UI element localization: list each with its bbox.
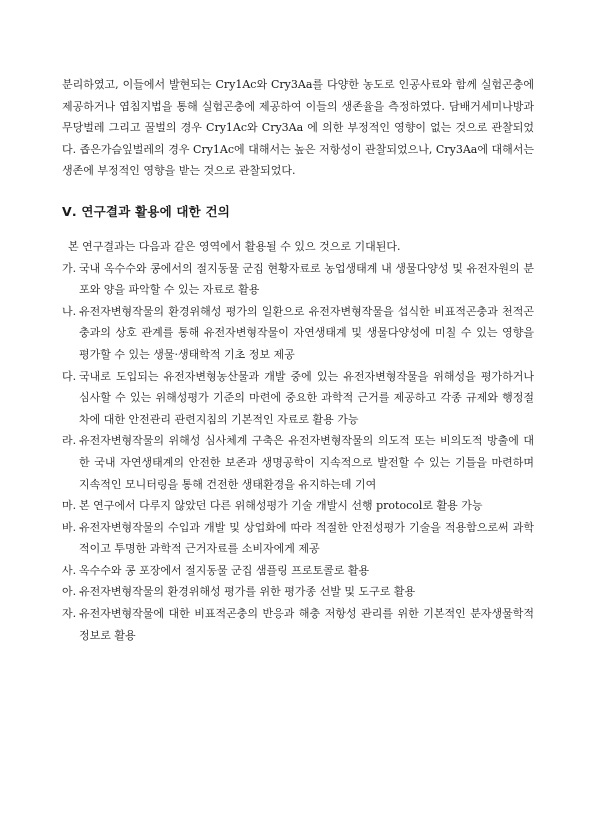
list-item bbox=[62, 603, 534, 646]
list-item bbox=[62, 366, 534, 431]
document-page bbox=[62, 74, 534, 646]
list-marker: 바. bbox=[62, 520, 77, 534]
list-item-text: 국내 옥수수와 콩에서의 절지동물 군집 현황자료로 농업생태계 내 생물다양성 및 유전자원의 분포와 양을 파악할 수 있는 자료로 활용 bbox=[79, 261, 534, 297]
list-item bbox=[62, 517, 534, 560]
list-marker: 라. bbox=[62, 434, 77, 448]
list-item bbox=[62, 581, 534, 603]
section-heading: Ⅴ. 연구결과 활용에 대한 건의 bbox=[62, 203, 231, 219]
list-item bbox=[62, 495, 534, 517]
list-marker: 나. bbox=[62, 304, 77, 318]
recommendation-list bbox=[62, 258, 534, 647]
list-item-text: 국내로 도입되는 유전자변형농산물과 개발 중에 있는 유전자변형작물을 위해성을 평가하거나 심사할 수 있는 위해성평가 기준의 마련에 중요한 과학적 근거를 제공하고 각종 규제와 행정절차에 대한 안전관리 관련지침의 기본적인 자료로 활용 가능 bbox=[79, 369, 534, 426]
list-marker: 자. bbox=[62, 607, 77, 621]
list-item bbox=[62, 430, 534, 495]
list-marker: 다. bbox=[62, 369, 77, 383]
list-marker: 사. bbox=[62, 563, 77, 577]
list-item-text: 유전자변형작물에 대한 비표적곤충의 반응과 해충 저항성 관리를 위한 기본적인 분자생물학적 정보로 활용 bbox=[79, 607, 534, 642]
list-marker: 마. bbox=[62, 499, 77, 513]
list-marker: 가. bbox=[62, 261, 77, 275]
list-item-text: 유전자변형작물의 환경위해성 평가를 위한 평가종 선발 및 도구로 활용 bbox=[79, 585, 416, 599]
list-marker: 아. bbox=[62, 585, 77, 599]
list-item bbox=[62, 258, 534, 301]
body-paragraph: 분리하였고, 이들에서 발현되는 Cry1Ac와 Cry3Aa를 다양한 농도로 인공사료와 함께 실험곤충에 제공하거나 엽침지법을 통해 실험곤충에 제공하여 이들의 생존율을 측정하였다. 담배거세미나방과 무당벌레 그리고 꿀벌의 경우 Cry1Ac와 Cry3Aa 에 의한 부정적인 영향이 없는 것으로 관찰되었다. 좁은가슴잎벌레의 경우 Cry1Ac에 대해서는 높은 저항성이 관찰되었으나, Cry3Aa에 대해서는 생존에 부정적인 영향을 받는 것으로 관찰되었다. bbox=[62, 78, 534, 178]
list-item-text: 옥수수와 콩 포장에서 절지동물 군집 샘플링 프로토콜로 활용 bbox=[79, 563, 370, 577]
list-item-text: 유전자변형작물의 위해성 심사체계 구축은 유전자변형작물의 의도적 또는 비의도적 방출에 대한 국내 자연생태계의 안전한 보존과 생명공학이 지속적으로 발전할 수 있는 기틀을 마련하며 지속적인 모니터링을 통해 건전한 생태환경을 유지하는데 기여 bbox=[79, 434, 534, 491]
list-item bbox=[62, 560, 534, 582]
list-item-text: 유전자변형작물의 환경위해성 평가의 일환으로 유전자변형작물을 섭식한 비표적곤충과 천적곤충과의 상호 관계를 통해 유전자변형작물이 자연생태계 및 생물다양성에 미칠 수 있는 영향을 평가할 수 있는 생물·생태학적 기초 정보 제공 bbox=[79, 304, 534, 361]
list-item-text: 유전자변형작물의 수입과 개발 및 상업화에 따라 적절한 안전성평가 기술을 적용함으로써 과학적이고 투명한 과학적 근거자료를 소비자에게 제공 bbox=[79, 520, 534, 556]
list-item-text: 본 연구에서 다루지 않았던 다른 위해성평가 기술 개발시 선행 protocol로 활용 가능 bbox=[79, 499, 483, 513]
intro-sentence: 본 연구결과는 다음과 같은 영역에서 활용될 수 있으 것으로 기대된다. bbox=[68, 239, 401, 253]
list-item bbox=[62, 301, 534, 366]
